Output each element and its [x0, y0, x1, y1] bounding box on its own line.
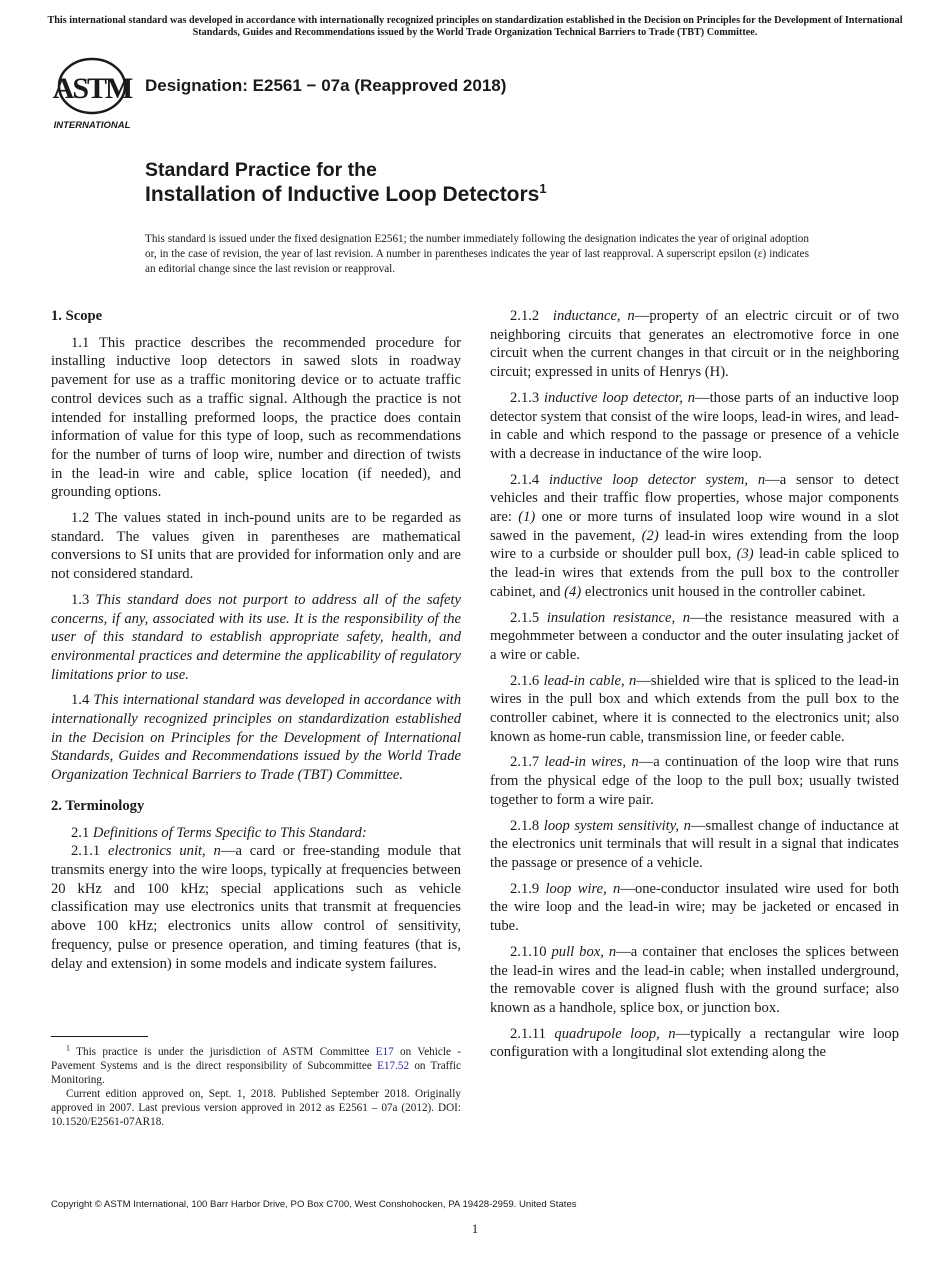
definition-item: 2.1.10 pull box, n—a container that encloses the splices between the lead-in wires and the lead-in cable; when installed underground, the removable cover is aligned flush with the ground surface; also known as a handhole, splice box, or junction box.	[490, 943, 899, 1016]
definition-item: 2.1.7 lead-in wires, n—a continuation of the loop wire that runs from the physical edge of the loop to the pull box; usually twisted together to form a wire pair.	[490, 754, 899, 808]
definition-item: 2.1.11 quadrupole loop, n—typically a rectangular wire loop configuration with a longitudinal slot extending along the	[490, 1025, 900, 1061]
issued-note: This standard is issued under the fixed designation E2561; the number immediately following the designation indicates the year of original adoption or, in the case of revision, the year of last revision. A number in parentheses indicates the year of last reapproval. A superscript epsilon (ε) indicates an editorial change since the last revision or reapproval.	[145, 233, 809, 275]
scope-1-3: 1.3 This standard does not purport to address all of the safety concerns, if any, associated with its use. It is the responsibility of the user of this standard to establish appropriate safety, health, and environmental practices and determine the applicability of regulatory limitations prior to use.	[51, 591, 461, 683]
title-line-1: Standard Practice for the	[145, 159, 377, 181]
footnote-1: $^1$ This practice is under the jurisdiction of ASTM Committee E17 on Vehicle - Pavement Systems and is the direct responsibility of Subcommittee E17.52 on Traffic Monitoring.	[51, 1043, 461, 1086]
definition-item: 2.1.1 electronics unit, n—a card or free-standing module that transmits energy into the wire loops, typically at frequencies between 20 kHz and 100 kHz; special applications such as vehicle classification may use electronics units that transmit at frequencies above 100 kHz; electronics units allow control of sensitivity, frequency, pulse or presence operation, and timing features (that is, delay and extension) in some models and indicate system failures.	[51, 843, 461, 972]
definition-item: 2.1.5 insulation resistance, n—the resistance measured with a megohmmeter between a conductor and the outer insulating jacket of a wire or cable.	[490, 609, 899, 663]
definition-item: 2.1.6 lead-in cable, n—shielded wire that is spliced to the lead-in wires in the pull box and which extends from the pull box to the controller cabinet, where it is connected to the electronics unit; also known as home-run cable, transmission line, or feeder cable.	[490, 672, 900, 745]
svg-text:ASTM: ASTM	[52, 72, 132, 105]
definition-item: 2.1.8 loop system sensitivity, n—smallest change of inductance at the electronics unit terminals that will result in a signal that indicates the passage or presence of a vehicle.	[490, 817, 899, 871]
footnote-edition: Current edition approved on, Sept. 1, 2018. Published September 2018. Originally approved in 2007. Last previous version approved in 2012 as E2561 – 07a (2012). DOI: 10.1520/E2561-07AR18.	[51, 1087, 461, 1128]
title-line-2: Installation of Inductive Loop Detectors	[145, 183, 540, 206]
terminology-heading: 2. Terminology	[51, 797, 145, 814]
scope-1-2: 1.2 The values stated in inch-pound units are to be regarded as standard. The values given in parentheses are mathematical conversions to SI units that are provided for information only and are not considered standard.	[51, 510, 461, 583]
terminology-2-1: 2.1 Definitions of Terms Specific to This Standard:	[71, 824, 367, 841]
right-column	[490, 307, 899, 1069]
astm-logo	[52, 56, 136, 132]
svg-text:INTERNATIONAL: INTERNATIONAL	[53, 120, 131, 131]
definition-item: 2.1.9 loop wire, n—one-conductor insulated wire used for both the wire loop and the lead-in wire; may be jacketed or encased in tube.	[490, 880, 900, 935]
copyright-line: Copyright © ASTM International, 100 Barr Harbor Drive, PO Box C700, West Conshohocken, PA 19428-2959. United States	[51, 1199, 577, 1210]
page-number: 1	[471, 1221, 479, 1236]
definition-item: 2.1.3 inductive loop detector, n—those parts of an inductive loop detector system that consist of the wire loops, lead-in wires, and lead-in cable and which respond to the passage or presence of a vehicle with a decrease in inductance of the wire loop.	[490, 389, 899, 462]
designation: Designation: E2561 − 07a (Reapproved 2018)	[145, 76, 507, 95]
footnote-divider	[51, 1036, 148, 1037]
title-footnote-ref: 1	[539, 181, 547, 196]
scope-1-4: 1.4 This international standard was developed in accordance with internationally recognized principles on standardization established in the Decision on Principles for the Development of International Standards, Guides and Recommendations issued by the World Trade Organization Technical Barriers to Trade (TBT) Committee.	[51, 692, 462, 784]
committee-link[interactable]: E17	[375, 1046, 394, 1058]
scope-1-1: 1.1 This practice describes the recommended procedure for installing inductive loop detectors in sawed slots in roadway pavement for use as a traffic monitoring device or to actuate traffic control devices such as a traffic signal. Although the practice is not intended for installing preformed loops, the practice does contain information of value for this type of loop, such as recommendations for the number of turns of loop wire, number and direction of twists in the lead-in wire and cable, splice location (if needed), and grounding options.	[51, 334, 461, 501]
definition-item: 2.1.2 inductance, n—property of an electric circuit or of two neighboring circuits that generates an electromotive force in one circuit when the current changes in that circuit or in the neighboring circuit; expressed in units of Henrys (H).	[490, 308, 900, 381]
subcommittee-link[interactable]: E17.52	[377, 1059, 410, 1072]
footnotes	[51, 1043, 461, 1129]
left-column	[51, 307, 461, 980]
document-title	[145, 158, 547, 208]
scope-heading: 1. Scope	[51, 308, 103, 324]
definition-item: 2.1.4 inductive loop detector system, n—a sensor to detect vehicles and their traffic flow properties, whose major components are: (1) one or more turns of insulated loop wire wound in a slot sawed in the pavement, (2) lead-in wires extending from the loop wire to a curbside or shoulder pull box, (3) lead-in cable spliced to the lead-in wires that extends from the pull box to the controller cabinet, and (4) electronics unit housed in the controller cabinet.	[490, 471, 900, 600]
standards-notice: This international standard was developed in accordance with internationally recognized principles on standardization established in the Decision on Principles for the Development of International Standards, Guides and Recommendations issued by the World Trade Organization Technical Barriers to Trade (TBT) Committee.	[47, 15, 903, 38]
